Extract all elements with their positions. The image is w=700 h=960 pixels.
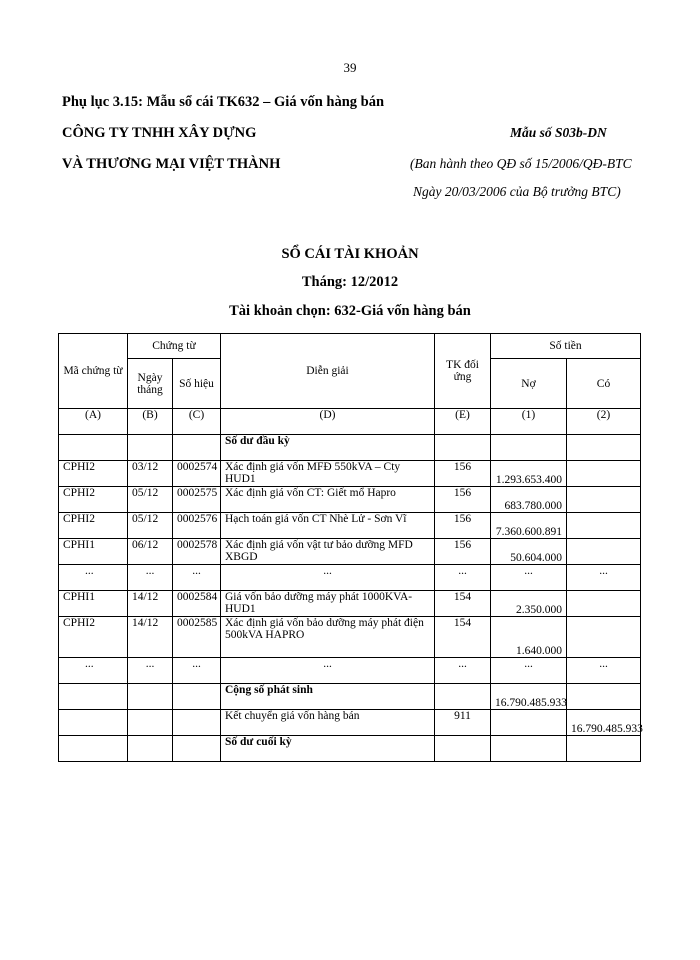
ledger-title: SỔ CÁI TÀI KHOẢN <box>281 246 419 262</box>
cell-contra-account: 156 <box>435 513 491 539</box>
cell-description: ... <box>221 658 435 684</box>
cell-voucher-number: 0002584 <box>173 591 221 617</box>
cell-contra-account: ... <box>435 565 491 591</box>
cell-credit: ... <box>567 565 641 591</box>
cell-description: Hạch toán giá vốn CT Nhè Lử - Sơn Vĩ <box>221 513 435 539</box>
cell-date <box>128 710 173 736</box>
cell-voucher-number: 0002585 <box>173 617 221 658</box>
table-row <box>59 461 641 487</box>
cell-debit: 16.790.485.933 <box>491 684 567 710</box>
cell-credit <box>567 684 641 710</box>
cell-description: Xác định giá vốn vật tư bảo dưỡng MFD XBGD <box>221 539 435 565</box>
cell-debit: 7.360.600.891 <box>491 513 567 539</box>
cell-voucher-number: ... <box>173 565 221 591</box>
cell-description: Xác định giá vốn CT: Giết mổ Hapro <box>221 487 435 513</box>
ledger-account: Tài khoản chọn: 632-Giá vốn hàng bán <box>229 303 471 319</box>
table-row <box>59 684 641 710</box>
cell-credit <box>567 435 641 461</box>
cell-description: Xác định giá vốn MFĐ 550kVA – Cty HUD1 <box>221 461 435 487</box>
cell-credit <box>567 617 641 658</box>
cell-voucher-code: CPHI2 <box>59 487 128 513</box>
table-row <box>59 710 641 736</box>
cell-credit: ... <box>567 658 641 684</box>
cell-contra-account <box>435 435 491 461</box>
cell-credit <box>567 461 641 487</box>
column-letter: (2) <box>567 409 641 435</box>
cell-date <box>128 736 173 762</box>
table-row <box>59 539 641 565</box>
ledger-table <box>58 333 641 762</box>
cell-contra-account: 156 <box>435 539 491 565</box>
cell-date: 14/12 <box>128 617 173 658</box>
cell-voucher-number: 0002574 <box>173 461 221 487</box>
cell-description: Số dư đầu kỳ <box>221 435 435 461</box>
cell-voucher-number: 0002576 <box>173 513 221 539</box>
cell-date <box>128 435 173 461</box>
header-voucher-code: Mã chứng từ <box>59 334 128 409</box>
cell-description: Giá vốn bảo dưỡng máy phát 1000KVA-HUD1 <box>221 591 435 617</box>
header-voucher: Chứng từ <box>128 334 221 359</box>
ledger-month: Tháng: 12/2012 <box>301 274 399 290</box>
form-issued-line2: Ngày 20/03/2006 của Bộ trưởng BTC) <box>413 184 621 199</box>
cell-voucher-code: ... <box>59 565 128 591</box>
cell-voucher-code <box>59 710 128 736</box>
column-letter: (D) <box>221 409 435 435</box>
cell-description: Xác định giá vốn bảo dưỡng máy phát điện 500kVA HAPRO <box>221 617 435 658</box>
table-row <box>59 487 641 513</box>
cell-voucher-number: 0002578 <box>173 539 221 565</box>
cell-description: Số dư cuối kỳ <box>221 736 435 762</box>
column-letter: (1) <box>491 409 567 435</box>
cell-description: Kết chuyển giá vốn hàng bán <box>221 710 435 736</box>
table-row <box>59 513 641 539</box>
company-name-line1: CÔNG TY TNHH XÂY DỰNG <box>62 125 257 141</box>
cell-date: 05/12 <box>128 513 173 539</box>
header-number: Số hiệu <box>173 359 221 409</box>
cell-date: 05/12 <box>128 487 173 513</box>
cell-description: Cộng số phát sinh <box>221 684 435 710</box>
header-description: Diễn giải <box>221 334 435 409</box>
cell-voucher-number <box>173 736 221 762</box>
cell-debit: 2.350.000 <box>491 591 567 617</box>
cell-contra-account <box>435 684 491 710</box>
column-letter: (B) <box>128 409 173 435</box>
cell-voucher-number <box>173 435 221 461</box>
cell-voucher-code: CPHI2 <box>59 513 128 539</box>
cell-debit <box>491 435 567 461</box>
cell-voucher-code <box>59 684 128 710</box>
page-number: 39 <box>343 60 357 75</box>
cell-debit: ... <box>491 658 567 684</box>
column-letter-row <box>59 409 641 435</box>
appendix-title: Phụ lục 3.15: Mẫu sổ cái TK632 – Giá vốn hàng bán <box>62 94 385 110</box>
cell-voucher-number <box>173 710 221 736</box>
table-row <box>59 565 641 591</box>
cell-credit: 16.790.485.933 <box>567 710 641 736</box>
cell-voucher-code: CPHI1 <box>59 591 128 617</box>
cell-contra-account <box>435 736 491 762</box>
cell-debit <box>491 710 567 736</box>
cell-debit: 1.293.653.400 <box>491 461 567 487</box>
cell-voucher-number <box>173 684 221 710</box>
cell-credit <box>567 513 641 539</box>
column-letter: (E) <box>435 409 491 435</box>
table-row <box>59 617 641 658</box>
cell-voucher-number: ... <box>173 658 221 684</box>
cell-credit <box>567 539 641 565</box>
cell-voucher-code: CPHI2 <box>59 617 128 658</box>
cell-contra-account: 911 <box>435 710 491 736</box>
cell-contra-account: ... <box>435 658 491 684</box>
cell-voucher-code: CPHI2 <box>59 461 128 487</box>
cell-voucher-code: ... <box>59 658 128 684</box>
cell-date: 06/12 <box>128 539 173 565</box>
cell-date: 03/12 <box>128 461 173 487</box>
cell-date: 14/12 <box>128 591 173 617</box>
company-name-line2: VÀ THƯƠNG MẠI VIỆT THÀNH <box>62 156 281 172</box>
cell-date: ... <box>128 658 173 684</box>
cell-description: ... <box>221 565 435 591</box>
cell-credit <box>567 736 641 762</box>
column-letter: (C) <box>173 409 221 435</box>
table-row <box>59 591 641 617</box>
header-date: Ngày tháng <box>128 359 173 409</box>
cell-contra-account: 156 <box>435 487 491 513</box>
table-row <box>59 658 641 684</box>
cell-voucher-number: 0002575 <box>173 487 221 513</box>
cell-debit: 1.640.000 <box>491 617 567 658</box>
cell-date <box>128 684 173 710</box>
cell-credit <box>567 487 641 513</box>
column-letter: (A) <box>59 409 128 435</box>
cell-debit <box>491 736 567 762</box>
form-issued-line1: (Ban hành theo QĐ số 15/2006/QĐ-BTC <box>410 156 632 171</box>
cell-contra-account: 156 <box>435 461 491 487</box>
cell-debit: 683.780.000 <box>491 487 567 513</box>
cell-credit <box>567 591 641 617</box>
cell-debit: 50.604.000 <box>491 539 567 565</box>
header-debit: Nợ <box>491 359 567 409</box>
table-row <box>59 435 641 461</box>
cell-date: ... <box>128 565 173 591</box>
header-contra-account: TK đối ứng <box>435 334 491 409</box>
cell-voucher-code <box>59 435 128 461</box>
form-code: Mẫu số S03b-DN <box>510 125 607 140</box>
cell-voucher-code <box>59 736 128 762</box>
cell-contra-account: 154 <box>435 591 491 617</box>
header-credit: Có <box>567 359 641 409</box>
cell-voucher-code: CPHI1 <box>59 539 128 565</box>
table-row <box>59 736 641 762</box>
header-amount: Số tiền <box>491 334 641 359</box>
cell-debit: ... <box>491 565 567 591</box>
cell-contra-account: 154 <box>435 617 491 658</box>
